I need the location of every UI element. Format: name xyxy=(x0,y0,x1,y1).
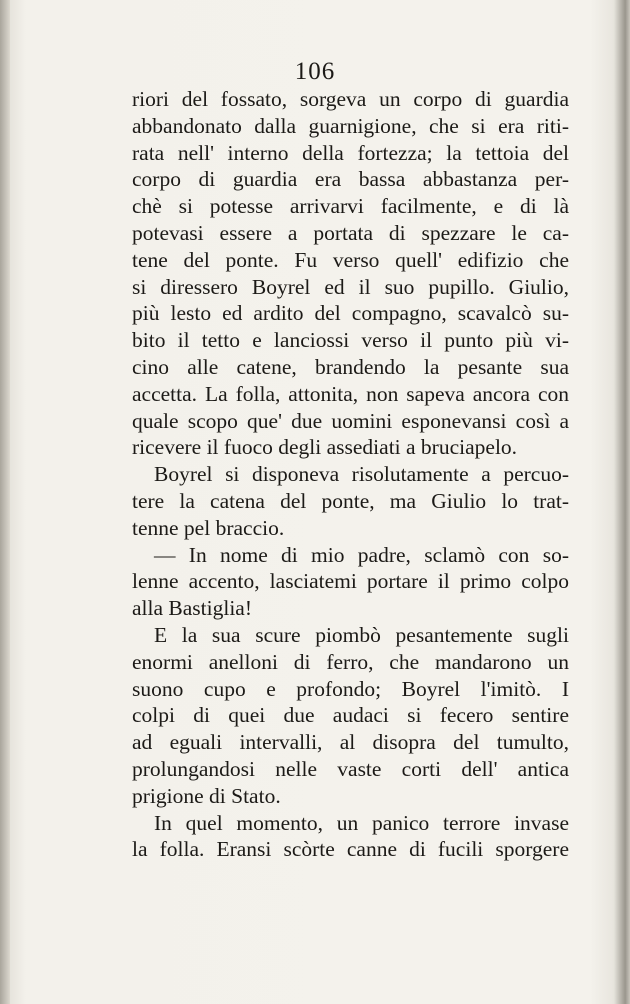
text-line: abbandonato dalla guarnigione, che si era riti- xyxy=(132,113,569,138)
text-line: tenne pel braccio. xyxy=(132,515,285,540)
text-line: alla Bastiglia! xyxy=(132,596,253,621)
text-line: prolungandosi nelle vaste corti dell' antica xyxy=(132,756,569,781)
text-line: In quel momento, un panico terrore invase xyxy=(154,810,569,835)
page-right-edge xyxy=(614,0,630,1004)
text-line: tene del ponte. Fu verso quell' edifizio che xyxy=(132,247,569,272)
text-line: potevasi essere a portata di spezzare le ca- xyxy=(132,220,569,245)
text-line: lenne accento, lasciatemi portare il primo colpo xyxy=(132,569,569,594)
text-line: ricevere il fuoco degli assediati a bruciapelo. xyxy=(132,435,518,460)
text-line: ad eguali intervalli, al disopra del tumulto, xyxy=(132,730,569,755)
text-line: E la sua scure piombò pesantemente sugli xyxy=(154,622,569,647)
page-left-edge xyxy=(0,0,10,1004)
text-line: prigione di Stato. xyxy=(132,783,281,808)
text-line: quale scopo que' due uomini esponevansi così a xyxy=(132,408,569,433)
text-line: chè si potesse arrivarvi facilmente, e di là xyxy=(132,194,569,219)
text-line: colpi di quei due audaci si fecero sentire xyxy=(132,703,569,728)
body-text xyxy=(132,86,569,863)
text-line: cino alle catene, brandendo la pesante sua xyxy=(132,354,569,379)
text-line: — In nome di mio padre, sclamò con so- xyxy=(154,542,569,567)
text-line: più lesto ed ardito del compagno, scavalcò su- xyxy=(132,301,569,326)
text-line: bito il tetto e lanciossi verso il punto più vi- xyxy=(132,328,569,353)
text-line: la folla. Eransi scòrte canne di fucili sporgere xyxy=(132,837,569,862)
text-line: rata nell' interno della fortezza; la tettoia del xyxy=(132,140,569,165)
text-line: Boyrel si disponeva risolutamente a percuo- xyxy=(154,462,569,487)
text-line: riori del fossato, sorgeva un corpo di guardia xyxy=(132,87,569,111)
text-line: corpo di guardia era bassa abbastanza per- xyxy=(132,167,569,192)
text-line: si diressero Boyrel ed il suo pupillo. Giulio, xyxy=(132,274,569,299)
text-line: tere la catena del ponte, ma Giulio lo trat- xyxy=(132,488,569,513)
text-line: accetta. La folla, attonita, non sapeva ancora con xyxy=(132,381,569,406)
text-line: enormi anelloni di ferro, che mandarono un xyxy=(132,649,569,674)
page-number: 106 xyxy=(294,58,336,85)
text-line: suono cupo e profondo; Boyrel l'imitò. I xyxy=(132,676,569,701)
